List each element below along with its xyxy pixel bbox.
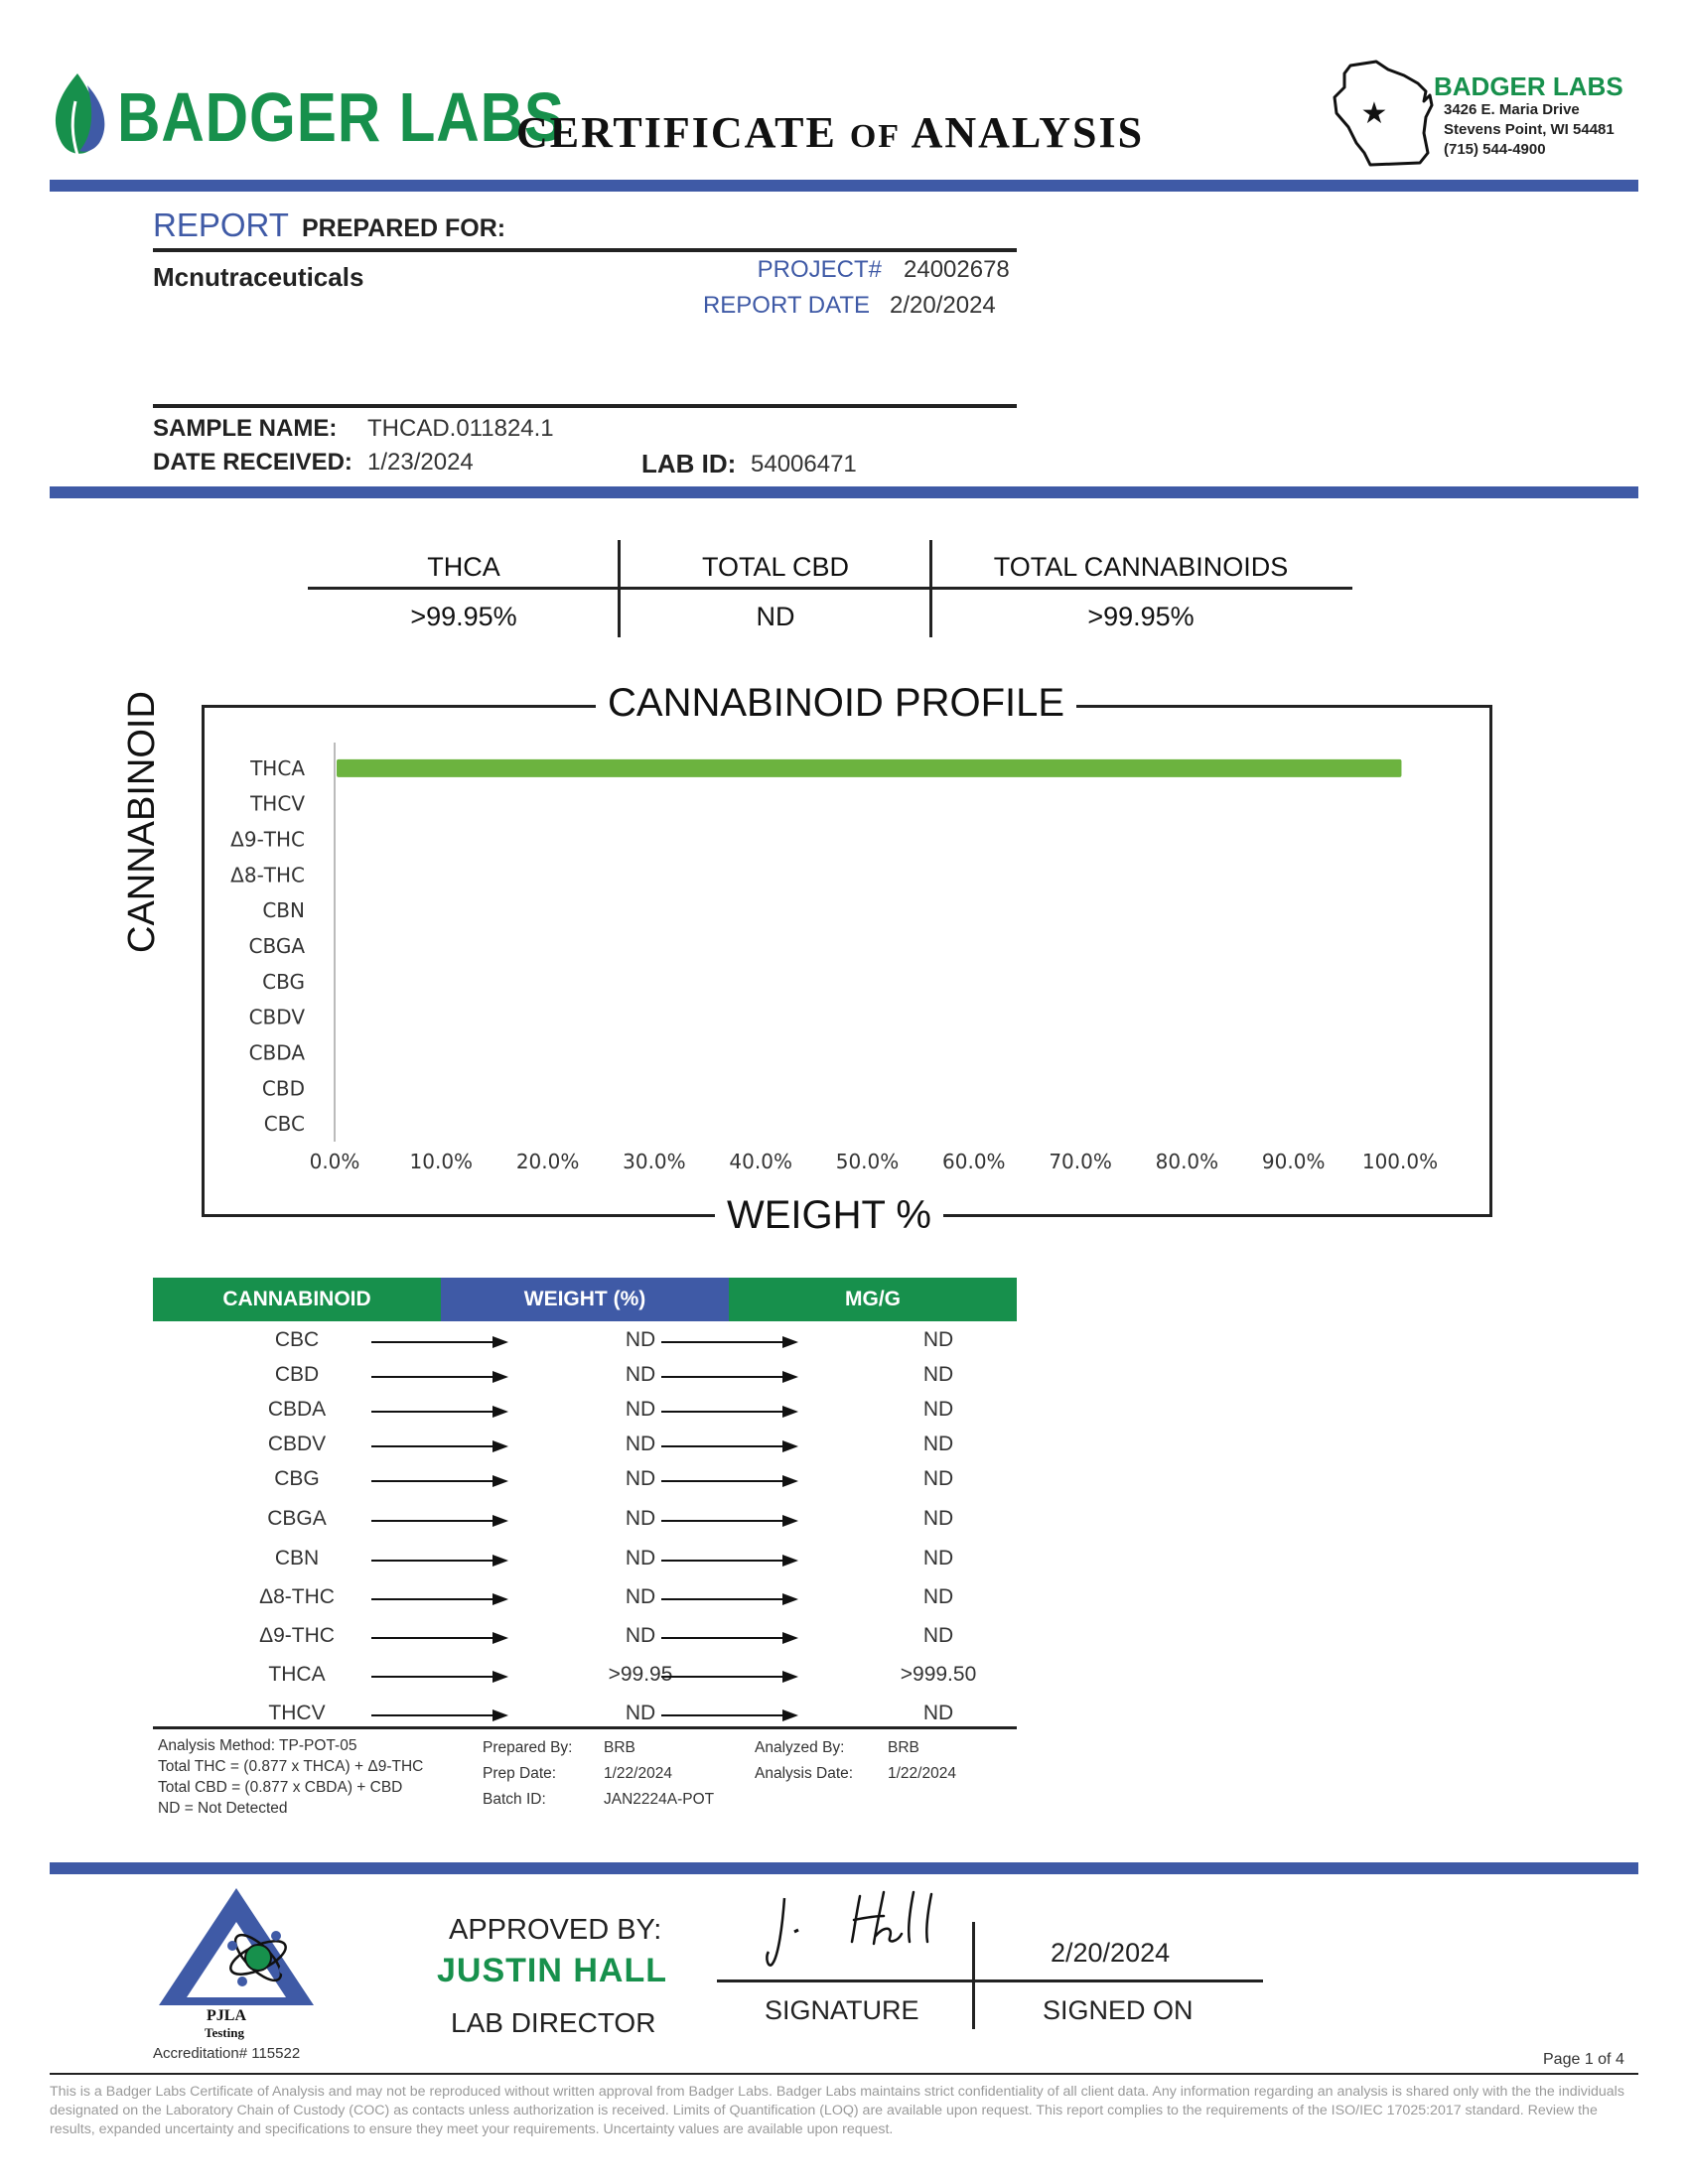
- table-row: [153, 1547, 1017, 1586]
- row-mg: ND: [922, 1328, 954, 1351]
- row-cannabinoid: CBG: [274, 1467, 320, 1490]
- arrow-icon: [661, 1471, 800, 1491]
- arrow-icon: [661, 1667, 800, 1687]
- table-row: [153, 1328, 1017, 1368]
- chart-x-axis-label: WEIGHT %: [715, 1193, 943, 1238]
- report-label: REPORT: [153, 206, 289, 243]
- row-weight: ND: [625, 1433, 656, 1455]
- summary-total-value: >99.95%: [1087, 602, 1195, 631]
- analyzed-by-value: BRB: [888, 1739, 919, 1756]
- row-cannabinoid: CBGA: [267, 1507, 327, 1530]
- report-date-label: REPORT DATE: [702, 292, 870, 319]
- report-date-value: 2/20/2024: [890, 292, 996, 319]
- analysis-values: [888, 1735, 956, 1787]
- pjla-accreditation-logo: [157, 1886, 316, 2009]
- document-title: [516, 107, 1144, 158]
- summary-thca-label: THCA: [427, 552, 500, 582]
- client-name: Mcnutraceuticals: [153, 262, 364, 292]
- arrow-icon: [661, 1436, 800, 1456]
- prep-labels: [483, 1735, 572, 1813]
- table-row: [153, 1467, 1017, 1507]
- chart-x-tick-label: 40.0%: [729, 1150, 792, 1173]
- chart-x-tick-label: 10.0%: [409, 1150, 474, 1173]
- row-cannabinoid: CBD: [274, 1363, 320, 1386]
- prepared-by-label: Prepared By:: [483, 1739, 573, 1756]
- header-label: MG/G: [845, 1288, 901, 1310]
- prepared-divider: [153, 248, 1017, 252]
- title-of: OF: [849, 118, 902, 155]
- row-cannabinoid: CBDV: [267, 1433, 327, 1455]
- signature-label: SIGNATURE: [765, 1995, 919, 2025]
- chart-x-tick-label: 50.0%: [835, 1150, 900, 1173]
- batch-id-value: JAN2224A-POT: [604, 1791, 715, 1808]
- row-cannabinoid: CBDA: [267, 1398, 327, 1421]
- total-thc-formula: Total THC = (0.877 x THCA) + Δ9-THC: [158, 1758, 424, 1775]
- chart-category-label: Δ9-THC: [230, 827, 305, 852]
- chart-category-label: THCA: [250, 755, 305, 780]
- row-weight: ND: [625, 1585, 656, 1608]
- prep-date-label: Prep Date:: [483, 1765, 557, 1782]
- page-number: Page 1 of 4: [1543, 2051, 1624, 2068]
- batch-id-label: Batch ID:: [483, 1791, 546, 1808]
- prep-date-value: 1/22/2024: [604, 1765, 672, 1782]
- row-cannabinoid: Δ9-THC: [259, 1624, 335, 1647]
- arrow-icon: [371, 1367, 510, 1387]
- chart-category-label: CBN: [262, 898, 305, 923]
- row-weight: >99.95: [608, 1663, 673, 1686]
- table-row: [153, 1585, 1017, 1625]
- project-value: 24002678: [904, 256, 1010, 283]
- approver-name: JUSTIN HALL: [437, 1952, 667, 1989]
- row-weight: ND: [625, 1507, 656, 1530]
- row-mg: ND: [922, 1702, 954, 1724]
- arrow-icon: [661, 1402, 800, 1422]
- disclaimer-text: This is a Badger Labs Certificate of Analysis and may not be reproduced without written approval from Badger Labs. Badger Labs maintains strict confidentiality of all client data. Any information regarding an analysis is shared only with the the individuals designated on the Laboratory Chain of Custody (COC) as contacts unless authorization is received. Limits of Quantification (LOQ) are available upon request. This report complies to the requirements of the ISO/IEC 17025:2017 standard. Review the results, expanded uncertainty and specifications to ensure they meet your requirements. Uncertainty values are available upon request.: [50, 2084, 1624, 2137]
- prep-values: [604, 1735, 714, 1813]
- row-weight: ND: [625, 1328, 656, 1351]
- address-street: 3426 E. Maria Drive: [1444, 101, 1580, 118]
- analysis-notes: [158, 1735, 423, 1819]
- title-part-1: CERTIFICATE: [516, 108, 837, 157]
- cannabinoid-profile-chart: [218, 735, 1479, 1191]
- chart-y-axis-label: CANNABINOID: [117, 681, 168, 963]
- row-mg: ND: [922, 1433, 954, 1455]
- arrow-icon: [661, 1511, 800, 1531]
- arrow-icon: [371, 1551, 510, 1570]
- row-cannabinoid: Δ8-THC: [259, 1585, 335, 1608]
- table-header-mg: [729, 1278, 1017, 1321]
- chart-x-tick-label: 100.0%: [1361, 1150, 1439, 1173]
- summary-thca-value: >99.95%: [410, 602, 517, 631]
- signed-on-date: 2/20/2024: [1051, 1938, 1171, 1968]
- analyzed-by-label: Analyzed By:: [755, 1739, 845, 1756]
- table-header-weight: [441, 1278, 729, 1321]
- analysis-labels: [755, 1735, 853, 1787]
- row-cannabinoid: THCV: [268, 1702, 326, 1724]
- chart-bar: [337, 759, 1401, 777]
- table-row: [153, 1663, 1017, 1703]
- bottom-divider: [50, 1862, 1638, 1874]
- prepared-by-value: BRB: [604, 1739, 635, 1756]
- signature-image: [765, 1886, 953, 1976]
- title-part-2: ANALYSIS: [911, 108, 1145, 157]
- total-cbd-formula: Total CBD = (0.877 x CBDA) + CBD: [158, 1779, 403, 1796]
- pjla-name: PJLA: [207, 2007, 246, 2024]
- address-company: BADGER LABS: [1434, 71, 1623, 101]
- arrow-icon: [661, 1589, 800, 1609]
- date-received-value: 1/23/2024: [367, 449, 474, 476]
- project-label: PROJECT#: [757, 256, 882, 283]
- table-row: [153, 1624, 1017, 1664]
- chart-title: CANNABINOID PROFILE: [596, 681, 1076, 726]
- chart-category-label: CBC: [263, 1112, 305, 1137]
- row-mg: ND: [922, 1363, 954, 1386]
- row-mg: ND: [922, 1547, 954, 1570]
- arrow-icon: [371, 1436, 510, 1456]
- row-mg: >999.50: [900, 1663, 977, 1686]
- chart-category-label: CBDA: [248, 1040, 305, 1065]
- chart-x-tick-label: 0.0%: [309, 1150, 360, 1173]
- accreditation-number: Accreditation# 115522: [153, 2045, 301, 2062]
- lab-id-label: LAB ID:: [641, 449, 737, 478]
- chart-x-tick-label: 70.0%: [1049, 1150, 1112, 1173]
- prepared-for-label: PREPARED FOR:: [302, 214, 506, 242]
- leaf-logo-icon: [48, 71, 109, 159]
- header-divider: [50, 180, 1638, 192]
- row-cannabinoid: CBC: [274, 1328, 320, 1351]
- row-weight: ND: [625, 1363, 656, 1386]
- address-phone: (715) 544-4900: [1444, 141, 1546, 158]
- table-row: [153, 1398, 1017, 1437]
- analysis-date-label: Analysis Date:: [755, 1765, 854, 1782]
- address-city: Stevens Point, WI 54481: [1444, 121, 1615, 138]
- footer-rule: [50, 2073, 1638, 2075]
- chart-category-label: CBGA: [248, 934, 305, 958]
- arrow-icon: [371, 1332, 510, 1352]
- chart-category-label: CBG: [262, 969, 305, 994]
- table-bottom-rule: [153, 1726, 1017, 1729]
- table-row: [153, 1507, 1017, 1547]
- arrow-icon: [371, 1402, 510, 1422]
- row-mg: ND: [922, 1507, 954, 1530]
- chart-category-label: CBD: [261, 1076, 305, 1101]
- arrow-icon: [371, 1511, 510, 1531]
- sample-name-label: SAMPLE NAME:: [153, 415, 338, 442]
- chart-x-tick-label: 80.0%: [1155, 1150, 1219, 1173]
- date-received-label: DATE RECEIVED:: [153, 449, 352, 476]
- nd-note: ND = Not Detected: [158, 1800, 288, 1817]
- sample-divider: [153, 404, 1017, 408]
- arrow-icon: [371, 1589, 510, 1609]
- signature-divider: [972, 1922, 975, 2029]
- arrow-icon: [371, 1667, 510, 1687]
- arrow-icon: [661, 1628, 800, 1648]
- row-mg: ND: [922, 1398, 954, 1421]
- row-mg: ND: [922, 1624, 954, 1647]
- row-weight: ND: [625, 1547, 656, 1570]
- chart-x-tick-label: 90.0%: [1261, 1150, 1326, 1173]
- arrow-icon: [371, 1628, 510, 1648]
- approver-title: LAB DIRECTOR: [451, 2007, 656, 2038]
- lab-id-value: 54006471: [751, 451, 857, 478]
- brand-name: BADGER LABS: [117, 78, 565, 156]
- summary-total-label: TOTAL CANNABINOIDS: [993, 552, 1289, 582]
- row-cannabinoid: CBN: [274, 1547, 320, 1570]
- row-weight: ND: [625, 1467, 656, 1490]
- row-weight: ND: [625, 1398, 656, 1421]
- arrow-icon: [371, 1706, 510, 1725]
- analysis-date-value: 1/22/2024: [888, 1765, 956, 1782]
- arrow-icon: [661, 1706, 800, 1725]
- chart-x-tick-label: 60.0%: [942, 1150, 1006, 1173]
- row-mg: ND: [922, 1585, 954, 1608]
- chart-x-tick-label: 20.0%: [515, 1150, 580, 1173]
- row-weight: ND: [625, 1702, 656, 1724]
- arrow-icon: [661, 1551, 800, 1570]
- sample-name-value: THCAD.011824.1: [367, 415, 554, 442]
- arrow-icon: [661, 1367, 800, 1387]
- header-label: CANNABINOID: [222, 1288, 371, 1310]
- table-header-cannabinoid: [153, 1278, 441, 1321]
- analysis-method: Analysis Method: TP-POT-05: [158, 1737, 357, 1754]
- row-cannabinoid: THCA: [268, 1663, 326, 1686]
- table-row: [153, 1433, 1017, 1472]
- chart-category-label: THCV: [250, 791, 305, 816]
- report-divider: [50, 486, 1638, 498]
- header-label: WEIGHT (%): [523, 1288, 646, 1310]
- summary-cbd-label: TOTAL CBD: [701, 552, 850, 582]
- approved-by-label: APPROVED BY:: [449, 1914, 662, 1946]
- svg-text:★: ★: [1360, 96, 1388, 131]
- summary-rule: [308, 587, 1352, 590]
- arrow-icon: [661, 1332, 800, 1352]
- chart-category-label: CBDV: [248, 1005, 305, 1029]
- signed-on-label: SIGNED ON: [1043, 1995, 1194, 2025]
- arrow-icon: [371, 1471, 510, 1491]
- chart-x-tick-label: 30.0%: [623, 1150, 686, 1173]
- chart-category-label: Δ8-THC: [230, 863, 305, 887]
- signature-line: [717, 1979, 1263, 1982]
- row-weight: ND: [625, 1624, 656, 1647]
- row-mg: ND: [922, 1467, 954, 1490]
- wisconsin-map-icon: [1331, 58, 1440, 169]
- summary-cbd-value: ND: [756, 602, 795, 631]
- table-row: [153, 1363, 1017, 1403]
- pjla-subtitle: Testing: [205, 2025, 244, 2040]
